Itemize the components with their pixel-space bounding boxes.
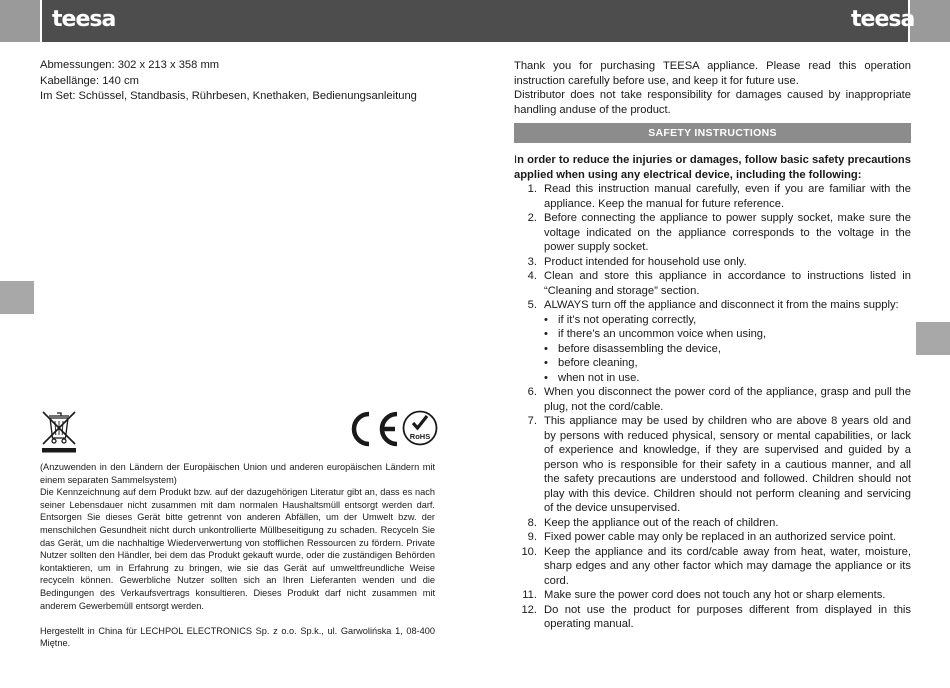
disposal-scope: (Anzuwenden in den Ländern der Europäischen Union und anderen europäischen Ländern mit einem separaten Sammelsystem) <box>40 462 435 485</box>
rule5-bullets <box>544 313 911 386</box>
rule-text: Before connecting the appliance to power supply socket, make sure the voltage indicated on the appliance corresponds to the voltage in the power supply socket. <box>544 212 911 253</box>
intro-thanks: Thank you for purchasing TEESA appliance. Please read this operation instruction carefully before use, and keep it for future use. <box>514 60 911 87</box>
rule-number: 1. <box>527 183 537 195</box>
list-item <box>514 414 911 516</box>
list-item <box>514 545 911 589</box>
rule-text: Fixed power cable may only be replaced in an authorized service point. <box>544 531 896 543</box>
ce-mark-icon <box>347 410 403 448</box>
teesa-logo-right: teesa <box>851 7 915 32</box>
rule-text: Do not use the product for purposes different from displayed in this operating manual. <box>544 603 911 630</box>
rule-text: When you disconnect the power cord of the appliance, grasp and pull the plug, not the cord/cable. <box>544 386 911 413</box>
list-item <box>514 516 911 531</box>
rule-text: Clean and store this appliance in accordance to instructions listed in “Cleaning and storage” section. <box>544 270 911 297</box>
list-item <box>514 269 911 298</box>
list-item <box>514 603 911 632</box>
spec-set-contents: Im Set: Schüssel, Standbasis, Rührbesen, Knethaken, Bedienungsanleitung <box>40 90 417 102</box>
safety-warning <box>514 153 911 182</box>
warning-text: n order to reduce the injuries or damages, follow basic safety precautions applied when using any electrical device, including the following: <box>514 154 911 181</box>
disposal-body: Die Kennzeichnung auf dem Produkt bzw. auf der dazugehörigen Literatur gibt an, dass es nach seiner Lebensdauer nicht zusammen mit dam normalen Haushaltsmüll entsorgt werden darf. Entsorgen Sie dieses Gerät bitte getrennt von anderen Abfällen, um der Umwelt bzw. der menschilchen Gesundheit nicht durch unkontrollierte Müllbeseitigung zu schaden. Recyceln Sie das Gerät, um die nachhaltige Wiederverwertung von stofflichen Ressourcen zu fördern. Private Nutzer sollten den Händler, bei dem das Produkt gekauft wurde, oder die zuständigen Behörden kontaktieren, um in Erfahrung zu bringen, wie sie das Gerät auf umweltfreundliche Weise recyceln können. Gewerbliche Nutzer sollten sich an Ihren Lieferanten wenden und die Bedingungen des Verkaufsvertrags konsultieren. Dieses Produkt darf nicht zusammen mit anderem Gewerbemüll entsorgt werden. <box>40 487 435 611</box>
bullet-item: • when not in use. <box>544 371 640 384</box>
teesa-logo-left: teesa <box>52 7 116 32</box>
rule-text: Keep the appliance and its cord/cable away from heat, water, moisture, sharp edges and any other factor which may damage the appliance or its cord. <box>544 545 911 587</box>
bullet-item: • if it’s not operating correctly, <box>544 313 697 326</box>
rohs-label: RoHS <box>409 432 431 441</box>
rule-number: 8. <box>527 516 537 529</box>
rule-text: Product intended for household use only. <box>544 255 747 268</box>
side-tab-left <box>0 281 34 314</box>
rule-text: ALWAYS turn off the appliance and disconnect it from the mains supply: <box>544 299 899 311</box>
rule-number: 5. <box>527 299 537 311</box>
rule-number: 7. <box>527 415 537 427</box>
list-item <box>514 211 911 255</box>
rule-text: This appliance may be used by children who are above 8 years old and by persons with reduced physical, sensory or mental capabilities, or lack of experience and knowledge, if they are supervised and guided by a person who is responsible for their safety in a cautious manner, and all the safety precautions are understood and followed. Children should not play with this device. Children should not perform cleaning and servicing of the device unsupervised. <box>544 415 911 514</box>
intro-disclaimer: Distributor does not take responsibility for damages caused by inappropriate handling anduse of the product. <box>514 89 911 116</box>
side-tab-right <box>916 322 950 355</box>
rule-number: 12. <box>521 603 537 616</box>
rule-number: 4. <box>527 270 537 282</box>
rule-number: 9. <box>527 531 537 543</box>
rohs-icon <box>402 410 438 446</box>
disposal-notice <box>40 461 435 650</box>
rule-text: Make sure the power cord does not touch any hot or sharp elements. <box>544 589 886 601</box>
list-item <box>514 385 911 414</box>
rule-number: 2. <box>527 212 537 224</box>
list-item <box>514 255 911 270</box>
specifications <box>40 58 440 105</box>
certification-symbols <box>40 408 436 458</box>
safety-heading: SAFETY INSTRUCTIONS <box>514 123 911 143</box>
list-item <box>514 588 911 603</box>
left-page <box>40 58 440 105</box>
rule-number: 3. <box>527 255 537 268</box>
manufacturer-note: Hergestellt in China für LECHPOL ELECTRONICS Sp. z o.o. Sp.k., ul. Garwolińska 1, 08-400 Miętne. <box>40 625 435 649</box>
safety-rules-list <box>514 182 911 632</box>
rule-number: 10. <box>521 545 537 558</box>
bullet-item: • before cleaning, <box>544 357 638 369</box>
rule-text: Read this instruction manual carefully, even if you are familiar with the appliance. Keep the manual for future reference. <box>544 183 911 210</box>
bullet-item: • if there’s an uncommon voice when using, <box>544 328 767 340</box>
list-item <box>514 530 911 545</box>
rule-text: Keep the appliance out of the reach of children. <box>544 516 779 529</box>
list-item <box>514 298 911 385</box>
rule-number: 11. <box>522 589 537 601</box>
rule-text-with-bullets <box>544 298 911 385</box>
spec-dimensions: Abmessungen: 302 x 213 x 358 mm <box>40 59 220 71</box>
warning-initial: I <box>514 154 518 166</box>
rule-number: 6. <box>527 386 537 398</box>
spec-cable-length: Kabellänge: 140 cm <box>40 74 139 87</box>
list-item <box>514 182 911 211</box>
header-tab-left <box>0 0 42 42</box>
header-bar <box>0 0 950 42</box>
intro <box>514 59 911 117</box>
bullet-item: • before disassembling the device, <box>544 342 721 355</box>
weee-bin-icon <box>40 408 78 456</box>
right-page <box>514 59 911 632</box>
